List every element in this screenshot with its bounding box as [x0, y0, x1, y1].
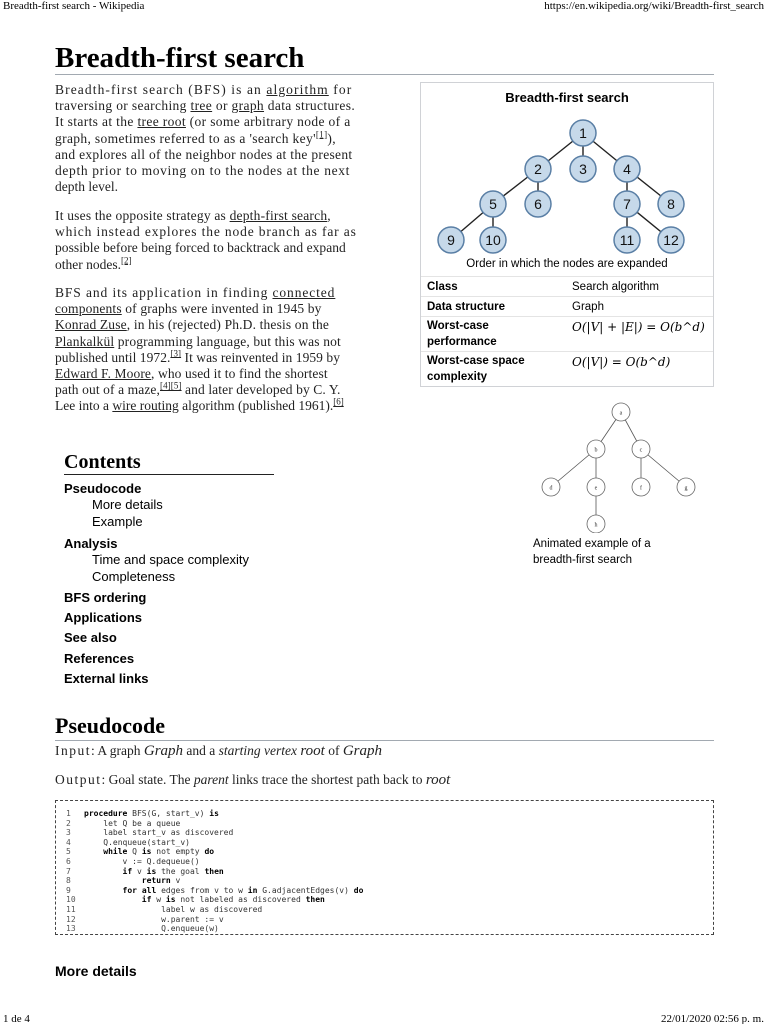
- print-header-title: Breadth-first search - Wikipedia: [3, 0, 145, 12]
- tree-node-label: 5: [489, 196, 497, 212]
- anim-node-g: [677, 478, 695, 496]
- tree-node-12: [658, 227, 684, 253]
- infobox-key-line: performance: [427, 336, 497, 348]
- text-run: for: [328, 82, 353, 97]
- code-line: 3 label start_v as discovered: [66, 828, 234, 838]
- anim-edges: [551, 412, 686, 524]
- code-keyword: while: [103, 847, 128, 857]
- text-run: programming language, but this was not: [114, 333, 341, 349]
- text-line: [55, 317, 407, 333]
- anim-node-b: [587, 440, 605, 458]
- text-run: It starts at the: [55, 114, 138, 130]
- print-header-url: https://en.wikipedia.org/wiki/Breadth-first_search: [544, 0, 764, 12]
- text-line: depth level.: [55, 179, 118, 195]
- toc-item-completeness[interactable]: Completeness: [92, 569, 176, 584]
- page-title: Breadth-first search: [55, 42, 305, 74]
- infobox: [420, 82, 714, 387]
- text-run: (or some arbitrary node of a: [185, 114, 351, 130]
- animated-figure-caption: [533, 536, 683, 568]
- tree-node-label: 8: [667, 196, 675, 212]
- infobox-key-line: Worst-case space: [427, 355, 525, 367]
- anim-node-e: [587, 478, 605, 496]
- infobox-value-formula: O(|V| + |E|) = O(b^d): [572, 320, 705, 334]
- code-line-number: 10: [66, 895, 76, 905]
- toc-item-external-links[interactable]: External links: [64, 671, 149, 686]
- ref-2-link[interactable]: [2]: [120, 255, 132, 266]
- link-edward-f-moore[interactable]: Edward F. Moore: [55, 366, 152, 382]
- link-tree-root[interactable]: tree root: [137, 114, 186, 130]
- print-footer-date: 22/01/2020 02:56 p. m.: [661, 1013, 764, 1024]
- text-line: depth prior to moving on to the nodes at the next: [55, 163, 351, 179]
- tree-node-4: [614, 156, 640, 182]
- infobox-value-formula: O(|V|) = O(b^d): [572, 355, 671, 369]
- intro-paragraph-3: [55, 285, 407, 415]
- code-keyword: is: [146, 866, 157, 876]
- toc-title: Contents: [64, 451, 141, 473]
- infobox-key-line: Worst-case: [427, 320, 489, 332]
- infobox-row-class: [421, 276, 713, 296]
- anim-node-d: [542, 478, 560, 496]
- link-depth-first-search[interactable]: depth-first search: [229, 208, 328, 223]
- infobox-row-worst-case-performance: [421, 316, 713, 351]
- text-line: [55, 82, 407, 98]
- text-line: [55, 334, 407, 350]
- tree-node-3: [570, 156, 596, 182]
- anim-node-a: [612, 403, 630, 421]
- code-line: 5 while Q is not empty do: [66, 847, 215, 857]
- text-run: BFS and its application in finding: [55, 285, 273, 300]
- infobox-key: [427, 318, 497, 350]
- tree-node-2: [525, 156, 551, 182]
- print-footer-page: 1 de 4: [3, 1013, 30, 1024]
- code-line-number: 9: [66, 885, 71, 895]
- tree-node-label: 7: [623, 196, 631, 212]
- tree-node-8: [658, 191, 684, 217]
- text-run: : Goal state. The: [101, 772, 194, 787]
- anim-node-label: b: [594, 447, 598, 454]
- link-connected-components-cont[interactable]: components: [55, 301, 122, 317]
- tree-node-label: 2: [534, 161, 542, 177]
- code-keyword: if: [122, 866, 133, 876]
- tree-node-5: [480, 191, 506, 217]
- code-line: 11 label w as discovered: [66, 905, 263, 914]
- ref-1-link[interactable]: [1]: [315, 129, 328, 140]
- output-label: Output: [55, 772, 102, 787]
- anim-node-f: [632, 478, 650, 496]
- text-run: graph, sometimes referred to as a 'search key': [55, 130, 316, 146]
- code-keyword: is: [209, 809, 219, 818]
- tree-node-7: [614, 191, 640, 217]
- code-keyword: do: [204, 847, 215, 857]
- text-line: which instead explores the node branch as far as: [55, 224, 357, 240]
- code-line: 10 if w is not labeled as discovered then: [66, 895, 325, 905]
- tree-node-1: [570, 120, 596, 146]
- text-run: , in his (rejected) Ph.D. thesis on the: [126, 317, 330, 333]
- link-plankalkul[interactable]: Plankalkül: [55, 333, 115, 349]
- toc-item-analysis[interactable]: Analysis: [64, 536, 118, 551]
- text-line: [55, 398, 407, 414]
- code-line: 9 for all edges from v to w in G.adjacentEdges(v) do: [66, 885, 364, 895]
- text-line: [55, 285, 407, 301]
- tree-node-label: 12: [663, 232, 679, 248]
- anim-node-label: g: [684, 485, 688, 492]
- tree-edges: [451, 133, 671, 240]
- code-line: 12 w.parent := v: [66, 914, 224, 924]
- infobox-caption: Breadth-first search: [505, 90, 629, 105]
- link-algorithm[interactable]: algorithm: [266, 82, 329, 97]
- text-run: ,: [327, 208, 331, 223]
- text-run: Graph: [143, 743, 184, 759]
- anim-node-label: h: [594, 522, 598, 529]
- tree-node-11: [614, 227, 640, 253]
- pseudocode-block: [55, 800, 714, 935]
- caption-line: Animated example of a: [533, 538, 651, 550]
- text-run: parent: [193, 772, 229, 787]
- infobox-row-data-structure: [421, 296, 713, 316]
- code-line-number: 12: [66, 914, 76, 924]
- toc-item-applications[interactable]: Applications: [64, 610, 143, 625]
- input-label: Input: [55, 743, 91, 758]
- infobox-value: Graph: [572, 301, 604, 313]
- infobox-row-worst-case-space: [421, 351, 713, 386]
- code-line-number: 2: [66, 818, 71, 828]
- output-statement: [55, 772, 450, 789]
- code-line: 13 Q.enqueue(w): [66, 924, 219, 934]
- text-line: possible before being forced to backtrack and expand: [55, 240, 346, 256]
- code-line-number: 1: [66, 809, 71, 818]
- tree-node-label: 1: [579, 125, 587, 141]
- text-run: published until 1972.: [55, 349, 171, 365]
- ref-6-link[interactable]: [6]: [333, 396, 344, 407]
- code-keyword: in: [247, 885, 258, 895]
- toc-item-example[interactable]: Example: [92, 514, 143, 529]
- code-line-number: 6: [66, 857, 71, 866]
- code-line: 2 let Q be a queue: [66, 818, 181, 828]
- text-run: of graphs were invented in 1945 by: [121, 301, 322, 317]
- section-heading-more-details: More details: [55, 963, 137, 979]
- text-run: ),: [327, 130, 336, 146]
- code-line-number: 11: [66, 905, 76, 914]
- toc-item-pseudocode[interactable]: Pseudocode: [64, 481, 142, 496]
- text-line: [55, 131, 407, 147]
- text-line: and explores all of the neighbor nodes at the present: [55, 146, 353, 162]
- text-run: Graph: [342, 743, 383, 759]
- code-line-number: 4: [66, 837, 71, 847]
- code-line-number: 13: [66, 924, 76, 934]
- text-run: It was reinvented in 1959 by: [181, 349, 341, 365]
- code-line-number: 5: [66, 847, 71, 857]
- infobox-key: Data structure: [427, 301, 505, 313]
- tree-nodes: [438, 120, 684, 253]
- text-line: [55, 301, 407, 317]
- infobox-key: Class: [427, 281, 458, 293]
- code-keyword: procedure: [84, 809, 128, 818]
- intro-paragraph-1: [55, 82, 407, 195]
- text-run: : A graph: [91, 743, 144, 758]
- code-keyword: return: [141, 876, 171, 886]
- section-divider: [55, 740, 714, 741]
- text-run: and a: [183, 743, 219, 758]
- link-konrad-zuse[interactable]: Konrad Zuse: [55, 317, 127, 333]
- text-run: path out of a maze,: [55, 382, 160, 398]
- text-run: links trace the shortest path back to: [228, 772, 426, 787]
- text-run: algorithm (published 1961).: [178, 398, 334, 414]
- tree-node-label: 9: [447, 232, 455, 248]
- code-line-number: 3: [66, 828, 71, 838]
- text-run: traversing or searching: [55, 98, 191, 114]
- code-keyword: is: [165, 895, 176, 905]
- code-line: 7 if v is the goal then: [66, 866, 224, 876]
- text-line: [55, 350, 407, 366]
- caption-line: breadth-first search: [533, 554, 633, 566]
- link-wire-routing[interactable]: wire routing: [112, 398, 179, 414]
- tree-node-label: 6: [534, 196, 542, 212]
- bfs-tree-diagram[interactable]: [421, 113, 715, 255]
- tree-node-label: 3: [579, 161, 587, 177]
- infobox-key-line: complexity: [427, 371, 488, 383]
- ref-3-link[interactable]: [3]: [170, 348, 182, 359]
- infobox-image-caption: Order in which the nodes are expanded: [466, 258, 668, 270]
- code-line: 1 procedure BFS(G, start_v) is: [66, 809, 219, 818]
- code-keyword: then: [305, 895, 325, 905]
- anim-node-c: [632, 440, 650, 458]
- animated-bfs-figure[interactable]: [535, 398, 715, 533]
- text-line: [55, 98, 407, 114]
- ref-4-5-link[interactable]: [4][5]: [159, 380, 182, 391]
- anim-node-label: d: [549, 485, 553, 492]
- tree-node-9: [438, 227, 464, 253]
- input-statement: [55, 743, 382, 760]
- intro-paragraph-2: [55, 208, 407, 273]
- text-line: [55, 366, 407, 382]
- toc-item-bfs-ordering[interactable]: BFS ordering: [64, 590, 147, 605]
- text-line: [55, 114, 407, 130]
- text-line: [55, 208, 407, 224]
- anim-node-label: e: [594, 485, 598, 492]
- text-run: starting vertex: [218, 743, 298, 758]
- code-line: 4 Q.enqueue(start_v): [66, 837, 190, 847]
- title-divider: [55, 74, 714, 75]
- infobox-key: [427, 353, 525, 385]
- text-run: , who used it to find the shortest: [151, 366, 328, 382]
- text-run: Breadth-first search (BFS) is an: [55, 82, 267, 97]
- text-run: root: [300, 743, 325, 759]
- tree-node-label: 4: [623, 161, 631, 177]
- code-keyword: all: [141, 885, 157, 895]
- code-keyword: for: [122, 885, 137, 895]
- code-keyword: is: [141, 847, 152, 857]
- code-line-number: 7: [66, 866, 71, 876]
- tree-node-label: 10: [485, 232, 501, 248]
- infobox-value: Search algorithm: [572, 281, 659, 293]
- toc-item-see-also[interactable]: See also: [64, 630, 117, 645]
- text-run: It uses the opposite strategy as: [55, 208, 230, 223]
- code-keyword: then: [204, 866, 224, 876]
- text-run: Lee into a: [55, 398, 113, 414]
- text-run: data structures.: [264, 98, 356, 114]
- text-line: [55, 382, 407, 398]
- text-run: of: [324, 743, 343, 758]
- anim-node-label: f: [640, 485, 642, 492]
- text-run: other nodes.: [55, 256, 121, 272]
- code-keyword: do: [353, 885, 364, 895]
- toc-item-references[interactable]: References: [64, 651, 135, 666]
- tree-node-10: [480, 227, 506, 253]
- link-graph[interactable]: graph: [231, 98, 265, 114]
- anim-node-h: [587, 515, 605, 533]
- tree-node-label: 11: [619, 232, 635, 248]
- code-keyword: if: [141, 895, 152, 905]
- text-line: [55, 257, 407, 273]
- anim-node-label: c: [639, 447, 643, 454]
- toc-item-time-and-space-complexity[interactable]: Time and space complexity: [92, 552, 250, 567]
- anim-node-label: a: [619, 410, 623, 417]
- text-run: or: [212, 98, 232, 114]
- link-tree[interactable]: tree: [190, 98, 213, 114]
- code-line-number: 8: [66, 876, 71, 886]
- link-connected-components[interactable]: connected: [272, 285, 336, 300]
- tree-node-6: [525, 191, 551, 217]
- code-line: 6 v := Q.dequeue(): [66, 857, 200, 866]
- text-run: root: [425, 772, 451, 788]
- text-run: and later developed by C. Y.: [181, 382, 341, 398]
- anim-nodes: [542, 403, 695, 533]
- toc-divider: [64, 474, 274, 475]
- toc-item-more-details[interactable]: More details: [92, 497, 163, 512]
- section-heading-pseudocode: Pseudocode: [55, 713, 165, 738]
- code-line: 8 return v: [66, 876, 181, 886]
